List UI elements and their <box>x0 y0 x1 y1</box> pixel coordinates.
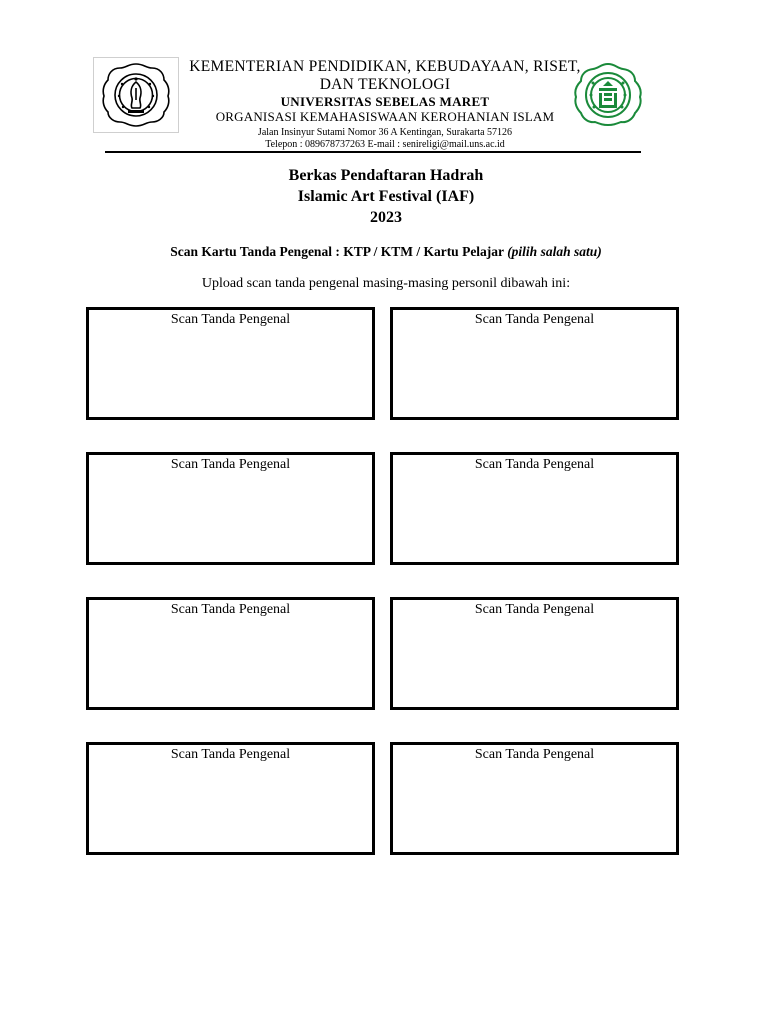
upload-box-label: Scan Tanda Pengenal <box>170 602 291 617</box>
upload-box-label: Scan Tanda Pengenal <box>474 457 595 472</box>
title-line-2: Islamic Art Festival (IAF) <box>297 188 475 205</box>
id-scan-upload-box[interactable] <box>86 742 375 855</box>
letterhead-divider <box>105 151 641 153</box>
upload-box-label: Scan Tanda Pengenal <box>474 312 595 327</box>
org-logo <box>571 61 645 127</box>
section-heading-main: Scan Kartu Tanda Pengenal : KTP / KTM / Kartu Pelajar <box>170 244 504 259</box>
upload-box-label: Scan Tanda Pengenal <box>170 312 291 327</box>
ministry-name: KEMENTERIAN PENDIDIKAN, KEBUDAYAAN, RISET, DAN TEKNOLOGI <box>189 58 581 93</box>
upload-box-label: Scan Tanda Pengenal <box>170 747 291 762</box>
title-line-3: 2023 <box>370 209 402 226</box>
upload-box-label: Scan Tanda Pengenal <box>170 457 291 472</box>
id-scan-upload-box[interactable] <box>390 452 679 565</box>
uns-emblem-icon <box>94 58 178 132</box>
phone-number: 089678737263 <box>305 139 366 150</box>
university-name: UNIVERSITAS SEBELAS MARET <box>280 94 490 109</box>
phone-label: Telepon : <box>265 139 303 150</box>
upload-instruction: Upload scan tanda pengenal masing-masing personil dibawah ini: <box>201 276 571 291</box>
section-heading <box>86 244 686 260</box>
upload-box-label: Scan Tanda Pengenal <box>474 602 595 617</box>
section-heading-note: (pilih salah satu) <box>507 244 602 259</box>
uns-logo <box>93 57 179 133</box>
kerohanian-islam-emblem-icon <box>571 61 645 127</box>
contact-line <box>185 140 585 150</box>
id-scan-upload-box[interactable] <box>86 307 375 420</box>
upload-box-label: Scan Tanda Pengenal <box>474 747 595 762</box>
address: Jalan Insinyur Sutami Nomor 36 A Kentingan, Surakarta 57126 <box>257 127 513 138</box>
id-scan-upload-box[interactable] <box>86 597 375 710</box>
title-line-1: Berkas Pendaftaran Hadrah <box>288 167 484 184</box>
id-scan-upload-box[interactable] <box>390 742 679 855</box>
document-title <box>186 165 586 228</box>
email-address: senireligi@mail.uns.ac.id <box>402 139 505 150</box>
letterhead <box>185 58 585 150</box>
id-scan-upload-box[interactable] <box>86 452 375 565</box>
email-label: E-mail : <box>367 139 401 150</box>
id-scan-upload-box[interactable] <box>390 597 679 710</box>
organization-name: ORGANISASI KEMAHASISWAAN KEROHANIAN ISLAM <box>215 109 555 124</box>
id-scan-upload-box[interactable] <box>390 307 679 420</box>
